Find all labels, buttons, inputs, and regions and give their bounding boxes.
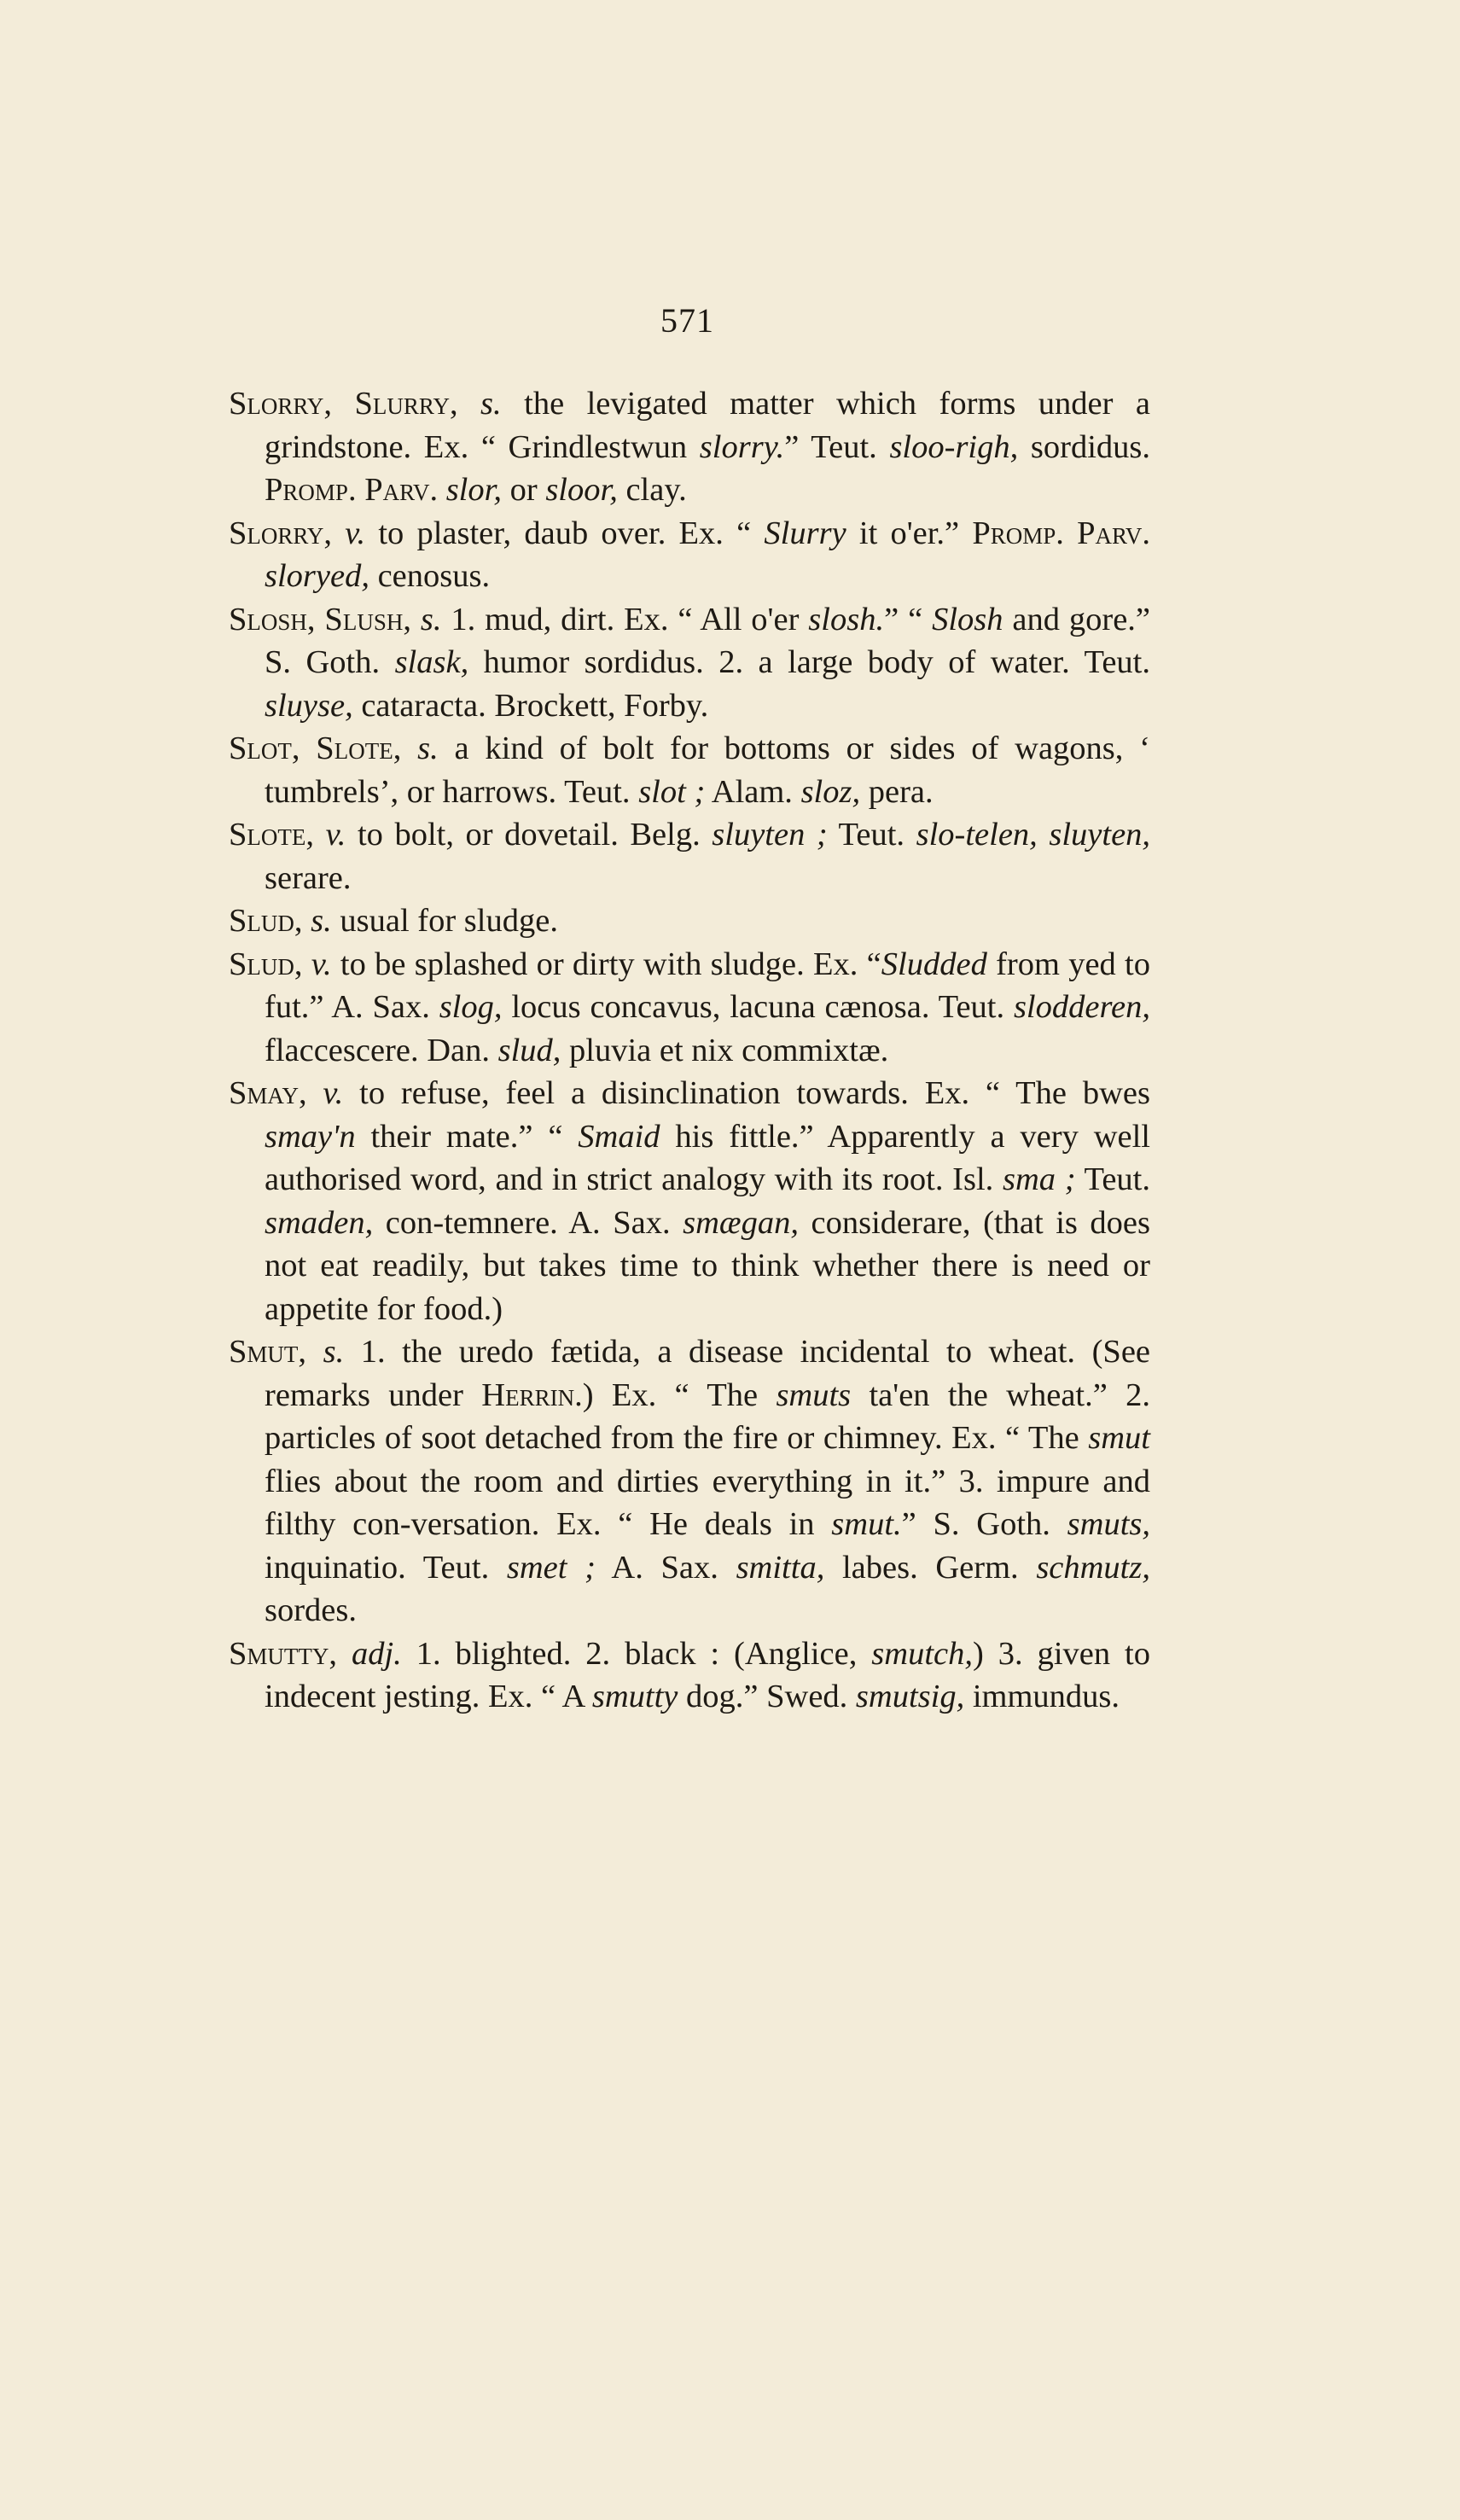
entry-text xyxy=(337,1636,352,1672)
entry-slud-noun xyxy=(229,899,1150,943)
entry-text xyxy=(401,730,417,766)
entry-text xyxy=(314,817,326,853)
headword: Slud, xyxy=(229,946,303,982)
italic-term: slot ; xyxy=(638,773,706,810)
entry-text: 1. mud, dirt. Ex. “ All o'er xyxy=(441,601,809,637)
italic-term: slosh. xyxy=(808,601,885,637)
entry-text: their mate.” “ xyxy=(355,1118,579,1155)
entry-text: cenosus. xyxy=(369,558,491,594)
entry-text: ” S. Goth. xyxy=(901,1506,1067,1542)
italic-term: s. xyxy=(480,386,502,422)
entry-text: immundus. xyxy=(964,1679,1120,1714)
italic-term: s. xyxy=(323,1334,345,1370)
entry-text: humor sordidus. 2. a large body of water. Teut. xyxy=(468,644,1150,680)
italic-term: sma ; xyxy=(1002,1161,1076,1197)
entry-slud-verb xyxy=(229,943,1150,1073)
page-number: 571 xyxy=(660,301,714,340)
italic-term: schmutz, xyxy=(1036,1549,1150,1586)
italic-term: sloor, xyxy=(545,472,618,508)
italic-term: sluyse, xyxy=(265,687,353,724)
headword: Promp. Parv. xyxy=(265,472,439,508)
italic-term: smutch, xyxy=(871,1635,973,1672)
headword: Slorry, Slurry, xyxy=(229,386,458,422)
italic-term: v. xyxy=(311,946,332,982)
entry-text: con-temnere. A. Sax. xyxy=(373,1204,683,1241)
italic-term: Slurry xyxy=(764,515,846,551)
entry-text xyxy=(307,1075,323,1111)
italic-term: s. xyxy=(420,601,442,637)
entry-text xyxy=(411,602,421,637)
italic-term: smaden, xyxy=(265,1204,374,1241)
entry-smay xyxy=(229,1072,1150,1330)
italic-term: slo-telen, sluyten, xyxy=(916,817,1151,853)
entry-text: pluvia et nix commixtæ. xyxy=(561,1032,889,1068)
entry-slosh xyxy=(229,598,1150,728)
entry-text: inquinatio. Teut. xyxy=(265,1549,507,1586)
glossary-entries xyxy=(229,382,1150,1719)
entry-text: ) Ex. “ The xyxy=(582,1376,777,1413)
italic-term: smay'n xyxy=(265,1118,356,1155)
entry-text: to be splashed or dirty with sludge. Ex. “ xyxy=(331,946,881,982)
entry-text: 1. the uredo fætida, a disease incidental to wheat. (See remarks under xyxy=(265,1334,1150,1413)
entry-text: or xyxy=(501,472,546,508)
entry-text xyxy=(303,946,311,982)
italic-term: Slosh xyxy=(932,601,1003,637)
entry-text: the levigated matter which forms under a grindstone. Ex. “ Grindlestwun xyxy=(265,386,1151,465)
entry-text xyxy=(438,472,446,508)
entry-text xyxy=(306,1334,323,1370)
italic-term: smut. xyxy=(831,1506,902,1542)
italic-term: slorry. xyxy=(699,428,785,465)
entry-text: to plaster, daub over. Ex. “ xyxy=(365,515,765,551)
entry-text: Teut. xyxy=(827,817,916,853)
entry-text: labes. Germ. xyxy=(824,1549,1037,1586)
entry-text: serare. xyxy=(265,859,352,896)
entry-text: and gore.” S. Goth. xyxy=(265,601,1150,680)
entry-text: clay. xyxy=(617,472,687,508)
entry-text: ” “ xyxy=(884,601,933,637)
italic-term: sluyten ; xyxy=(712,817,828,853)
entry-text: pera. xyxy=(860,773,934,810)
entry-text: it o'er.” xyxy=(846,515,973,551)
entry-text xyxy=(303,903,311,939)
entry-text: flies about the room and dirties everything in it.” 3. impure and filthy con-versation. Ex. “ He deals in xyxy=(265,1463,1150,1542)
italic-term: smitta, xyxy=(736,1549,825,1586)
italic-term: slud, xyxy=(497,1032,561,1068)
headword: Smut, xyxy=(229,1334,307,1370)
entry-text: dog.” Swed. xyxy=(678,1679,856,1714)
entry-text: ) 3. given to indecent jesting. Ex. “ A xyxy=(265,1635,1150,1714)
headword: Slud, xyxy=(229,903,303,939)
italic-term: smuts xyxy=(776,1376,852,1413)
entry-text: flaccescere. Dan. xyxy=(265,1032,498,1068)
italic-term: smut xyxy=(1088,1420,1150,1456)
entry-text: from yed to fut.” A. Sax. xyxy=(265,946,1150,1025)
entry-text: considerare, (that is does not eat readily, but takes time to think whether there is need or appetite for food.) xyxy=(265,1204,1150,1327)
italic-term: slodderen, xyxy=(1013,989,1150,1025)
entry-text: a kind of bolt for bottoms or sides of wagons, ‘ tumbrels’, or harrows. Teut. xyxy=(265,730,1150,810)
italic-term: v. xyxy=(325,817,346,853)
entry-slorry-noun xyxy=(229,382,1150,512)
italic-term: v. xyxy=(323,1075,344,1111)
italic-term: sloo-righ, xyxy=(889,428,1019,465)
entry-text: cataracta. Brockett, Forby. xyxy=(352,687,709,724)
italic-term: Sludded xyxy=(881,946,987,982)
italic-term: s. xyxy=(417,730,439,766)
entry-text: ” Teut. xyxy=(784,428,890,465)
headword: Slorry, xyxy=(229,515,333,551)
italic-term: sloryed, xyxy=(265,558,369,594)
headword: Promp. Parv. xyxy=(972,515,1151,551)
entry-text: to refuse, feel a disinclination towards. Ex. “ The bwes xyxy=(343,1075,1150,1111)
entry-text: to bolt, or dovetail. Belg. xyxy=(346,817,713,853)
entry-text: usual for sludge. xyxy=(331,903,558,939)
italic-term: adj. xyxy=(351,1635,402,1672)
entry-slot xyxy=(229,727,1150,813)
entry-text xyxy=(458,386,480,422)
entry-text: locus concavus, lacuna cænosa. Teut. xyxy=(502,989,1014,1025)
entry-text: ta'en the wheat.” 2. particles of soot detached from the fire or chimney. Ex. “ The xyxy=(265,1376,1151,1456)
italic-term: Smaid xyxy=(578,1118,660,1155)
italic-term: v. xyxy=(345,515,366,551)
italic-term: slor, xyxy=(445,472,502,508)
italic-term: slask, xyxy=(394,644,469,680)
entry-smut xyxy=(229,1330,1150,1632)
headword: Smay, xyxy=(229,1075,307,1111)
entry-text: his fittle.” Apparently a very well authorised word, and in strict analogy with its root. Isl. xyxy=(265,1118,1150,1197)
italic-term: smuts, xyxy=(1067,1506,1150,1542)
entry-slote xyxy=(229,813,1150,899)
entry-text: sordidus. xyxy=(1018,428,1151,465)
entry-text xyxy=(332,515,345,551)
italic-term: sloz, xyxy=(800,773,861,810)
entry-smutty xyxy=(229,1632,1150,1719)
entry-slorry-verb xyxy=(229,512,1150,598)
headword: Slot, Slote, xyxy=(229,730,402,766)
headword: Slosh, Slush, xyxy=(229,601,411,637)
italic-term: s. xyxy=(311,903,332,939)
entry-text: Teut. xyxy=(1075,1161,1150,1197)
italic-term: smægan, xyxy=(683,1204,799,1241)
headword: Herrin. xyxy=(481,1376,583,1413)
italic-term: smutty xyxy=(591,1679,678,1714)
italic-term: smet ; xyxy=(506,1549,596,1586)
headword: Slote, xyxy=(229,817,315,853)
entry-text: A. Sax. xyxy=(595,1549,736,1586)
entry-text: Alam. xyxy=(705,773,801,810)
italic-term: slog, xyxy=(439,989,503,1025)
headword: Smutty, xyxy=(229,1635,338,1672)
entry-text: sordes. xyxy=(265,1592,357,1628)
entry-text: 1. blighted. 2. black : (Anglice, xyxy=(401,1635,872,1672)
italic-term: smutsig, xyxy=(855,1679,965,1714)
